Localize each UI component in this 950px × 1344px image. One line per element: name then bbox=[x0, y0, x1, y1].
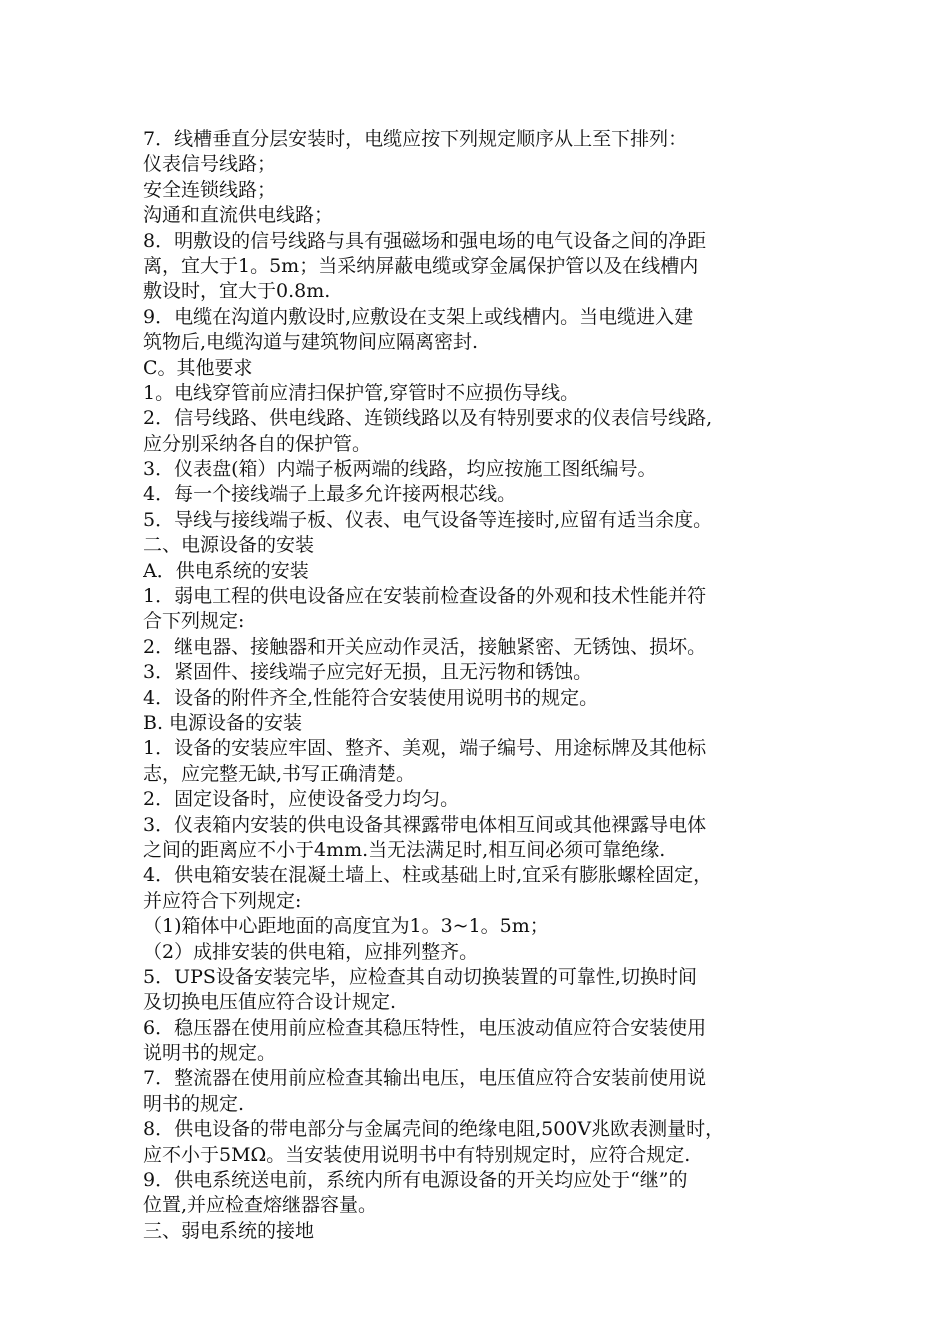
text-line: 安全连锁线路； bbox=[143, 178, 277, 201]
text-line: 2．信号线路、供电线路、连锁线路以及有特别要求的仪表信号线路, bbox=[143, 407, 713, 430]
text-line: 3．仪表盘(箱）内端子板两端的线路，均应按施工图纸编号。 bbox=[143, 458, 657, 481]
chapter-heading: 二、电源设备的安装 bbox=[143, 534, 315, 557]
text-line: 敷设时，宜大于0.8m. bbox=[143, 280, 331, 303]
text-line: 4．设备的附件齐全,性能符合安装使用说明书的规定。 bbox=[143, 686, 599, 709]
text-line: 5．UPS设备安装完毕，应检查其自动切换装置的可靠性,切换时间 bbox=[143, 965, 697, 988]
text-line: 6．稳压器在使用前应检查其稳压特性，电压波动值应符合安装使用 bbox=[143, 1016, 707, 1039]
text-line: 2．继电器、接触器和开关应动作灵活，接触紧密、无锈蚀、损坏。 bbox=[143, 635, 707, 658]
text-line: 合下列规定: bbox=[143, 610, 245, 633]
text-line: 7．线槽垂直分层安装时，电缆应按下列规定顺序从上至下排列： bbox=[143, 128, 688, 150]
text-line: 8．明敷设的信号线路与具有强磁场和强电场的电气设备之间的净距 bbox=[143, 229, 707, 252]
text-line: （1)箱体中心距地面的高度宜为1。3~1。5m； bbox=[143, 915, 549, 938]
text-line: 5．导线与接线端子板、仪表、电气设备等连接时,应留有适当余度。 bbox=[143, 508, 713, 531]
text-line: 4．每一个接线端子上最多允许接两根芯线。 bbox=[143, 483, 517, 506]
text-line: （2）成排安装的供电箱，应排列整齐。 bbox=[143, 940, 479, 963]
text-line: 之间的距离应不小于4mm.当无法满足时,相互间必须可靠绝缘. bbox=[143, 838, 666, 861]
text-line: 7．整流器在使用前应检查其输出电压，电压值应符合安装前使用说 bbox=[143, 1067, 707, 1090]
document-body bbox=[143, 127, 823, 1244]
text-line: 3．紧固件、接线端子应完好无损，且无污物和锈蚀。 bbox=[143, 661, 593, 684]
text-line: 仪表信号线路； bbox=[143, 153, 277, 176]
text-line: 8．供电设备的带电部分与金属壳间的绝缘电阻,500V兆欧表测量时， bbox=[143, 1118, 725, 1141]
text-line: 沟通和直流供电线路； bbox=[143, 204, 334, 227]
text-line: 1．弱电工程的供电设备应在安装前检查设备的外观和技术性能并符 bbox=[143, 585, 707, 608]
text-line: 应不小于5MΩ。当安装使用说明书中有特别规定时，应符合规定. bbox=[143, 1143, 691, 1166]
section-heading: C。其他要求 bbox=[143, 356, 253, 379]
chapter-heading: 三、弱电系统的接地 bbox=[143, 1219, 315, 1242]
text-line: 2．固定设备时，应使设备受力均匀。 bbox=[143, 788, 460, 811]
text-line: 4．供电箱安装在混凝土墙上、柱或基础上时,宜采有膨胀螺栓固定， bbox=[143, 864, 713, 887]
text-line: 位置,并应检查熔继器容量。 bbox=[143, 1194, 378, 1217]
section-heading: A．供电系统的安装 bbox=[143, 559, 309, 582]
text-line: 3．仪表箱内安装的供电设备其裸露带电体相互间或其他裸露导电体 bbox=[143, 813, 707, 836]
text-line: 及切换电压值应符合设计规定. bbox=[143, 991, 397, 1014]
text-line: 说明书的规定。 bbox=[143, 1042, 277, 1065]
text-line: 筑物后,电缆沟道与建筑物间应隔离密封. bbox=[143, 331, 479, 354]
text-line: 9．电缆在沟道内敷设时,应敷设在支架上或线槽内。当电缆进入建 bbox=[143, 305, 694, 328]
section-heading: B. 电源设备的安装 bbox=[143, 711, 303, 734]
text-line: 1。电线穿管前应清扫保护管,穿管时不应损伤导线。 bbox=[143, 381, 580, 404]
text-line: 1．设备的安装应牢固、整齐、美观，端子编号、用途标牌及其他标 bbox=[143, 737, 707, 760]
text-line: 并应符合下列规定: bbox=[143, 889, 302, 912]
text-line: 应分别采纳各自的保护管。 bbox=[143, 432, 372, 455]
text-line: 志，应完整无缺,书写正确清楚。 bbox=[143, 762, 416, 785]
text-line: 离，宜大于1。5m；当采纳屏蔽电缆或穿金属保护管以及在线槽内 bbox=[143, 254, 699, 277]
text-line: 明书的规定. bbox=[143, 1092, 245, 1115]
text-line: 9．供电系统送电前，系统内所有电源设备的开关均应处于“继”的 bbox=[143, 1169, 688, 1192]
